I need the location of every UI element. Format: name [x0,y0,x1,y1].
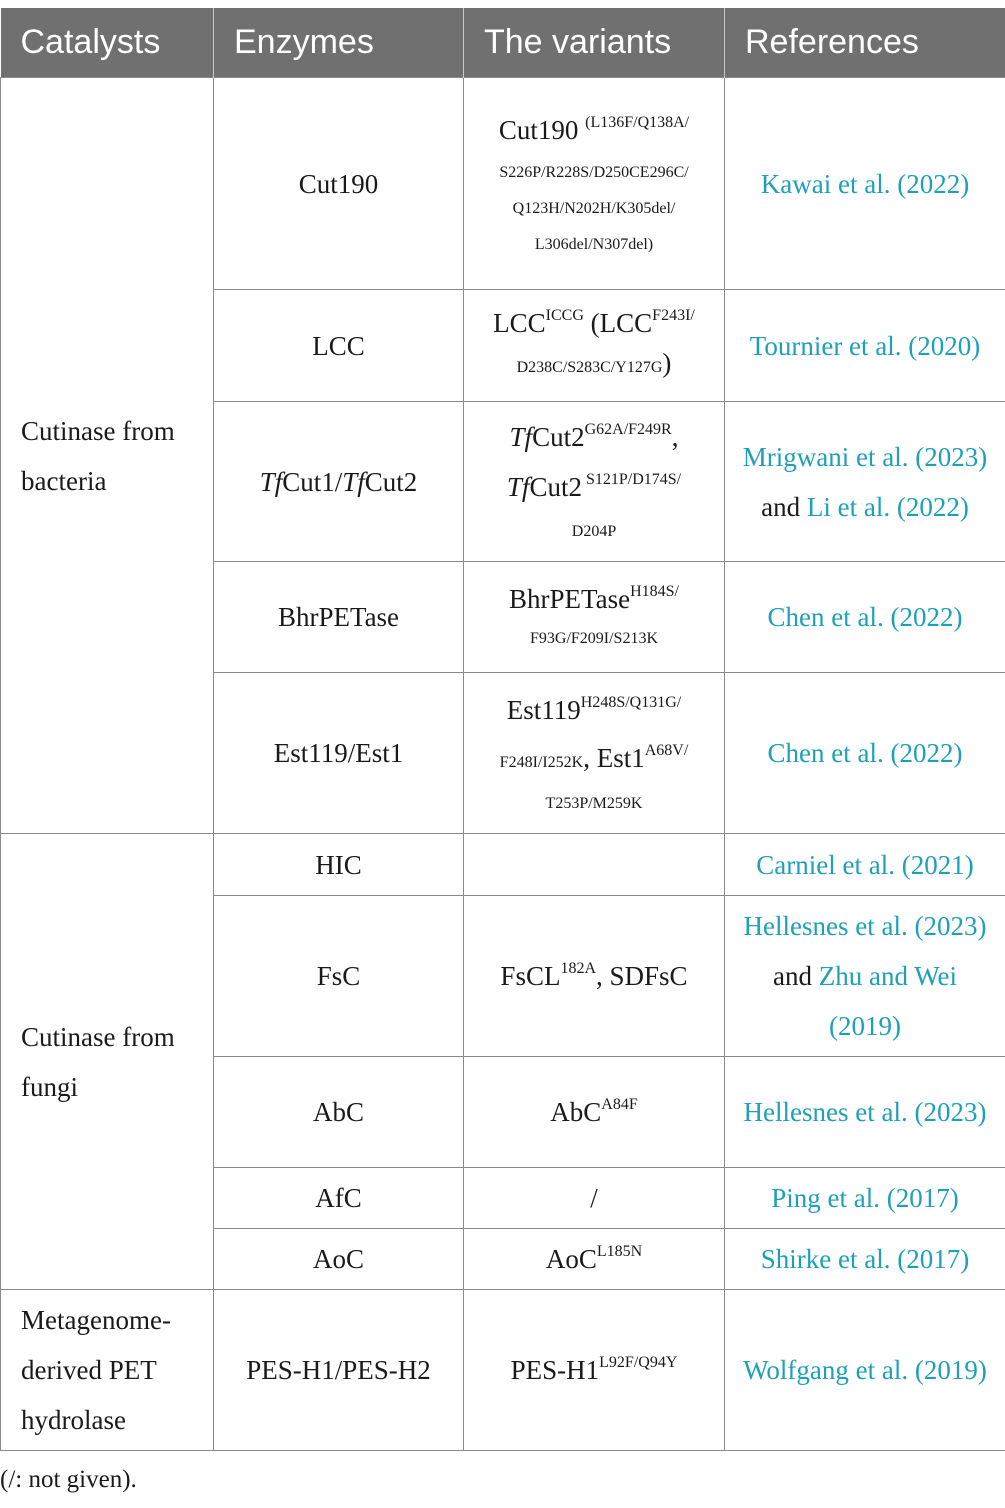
enzyme-italic: Tf [259,466,283,497]
table-row [1,1290,1005,1451]
variant-sup: H248S/Q131G/ [580,693,682,711]
variant-text: (LCC [583,308,653,338]
reference-link[interactable]: Chen et al. (2022) [725,562,1005,673]
table-caption: (/: not given). [0,1466,137,1493]
variant-cell [464,1057,725,1168]
header-enzymes: Enzymes [214,8,464,78]
reference-link[interactable]: Carniel et al. (2021) [725,834,1005,896]
variant-sup: H184S/ [630,583,679,600]
reference-link[interactable]: Ping et al. (2017) [725,1168,1005,1229]
reference-link[interactable]: Li et al. (2022) [806,491,969,522]
enzyme-cell [214,402,464,562]
variant-sup: L185N [596,1243,643,1260]
header-row [1,8,1005,78]
variant-sup: 182A [560,960,597,977]
catalyst-fungi: Cutinase from fungi [1,834,214,1290]
enzyme-cell: Cut190 [214,78,464,290]
header-references: References [725,8,1005,78]
variant-line: L306del/N307del) [534,235,654,253]
variant-sup: A84F [601,1096,638,1113]
reference-link[interactable]: Tournier et al. (2020) [725,290,1005,402]
variant-line: F93G/F209I/S213K [529,630,659,647]
variant-cell [464,896,725,1057]
variant-cell [464,78,725,290]
variant-base: LCC [493,308,546,338]
header-catalysts: Catalysts [1,8,214,78]
variant-base: Est119 [506,694,581,725]
reference-cell [725,896,1005,1057]
variant-cell [464,673,725,834]
variant-cell: / [464,1168,725,1229]
enzyme-cell: AoC [214,1229,464,1290]
enzyme-cell: AbC [214,1057,464,1168]
variant-base: Cut2 [532,421,585,452]
variant-cell [464,402,725,562]
variant-sup: G62A/F249R [584,420,672,438]
variant-base: FsCL [500,961,561,991]
variant-sup: L92F/Q94Y [599,1354,678,1371]
variant-sup: S121P/D174S/ [581,470,682,488]
variant-sup: (L136F/Q138A/ [585,113,690,131]
enzyme-cell: PES-H1/PES-H2 [214,1290,464,1451]
variant-line: D204P [571,522,617,540]
variant-sup: F243I/ [652,307,695,324]
reference-link[interactable]: Shirke et al. (2017) [725,1229,1005,1290]
variant-line: D238C/S283C/Y127G [516,359,663,376]
enzyme-cell: HIC [214,834,464,896]
reference-link[interactable]: Wolfgang et al. (2019) [725,1290,1005,1451]
variant-text: , Est1 [583,742,645,773]
enzyme-text: Cut2 [364,466,418,497]
reference-link[interactable]: Kawai et al. (2022) [725,78,1005,290]
variant-text: , [671,421,679,452]
enzyme-cell: LCC [214,290,464,402]
reference-cell [725,402,1005,562]
header-variants: The variants [464,8,725,78]
variant-base: PES-H1 [510,1355,600,1385]
variant-base: Cut2 [529,471,582,502]
variant-base: Cut190 [498,114,579,145]
variant-line: F248I/I252K [499,753,584,771]
enzyme-table [0,8,1005,1451]
variant-base: BhrPETase [509,584,631,614]
variant-cell [464,1290,725,1451]
variant-cell [464,290,725,402]
reference-link[interactable]: Hellesnes et al. (2023) [725,1057,1005,1168]
catalyst-bacteria: Cutinase from bacteria [1,78,214,834]
reference-and: and [761,491,801,522]
variant-line: Q123H/N202H/K305del/ [512,199,676,217]
enzyme-cell: BhrPETase [214,562,464,673]
variant-cell [464,1229,725,1290]
variant-line: T253P/M259K [545,794,643,812]
variant-sup: ICCG [545,307,584,324]
enzyme-text: Cut1/ [282,466,343,497]
reference-link[interactable]: Mrigwani et al. (2023) [742,441,988,472]
variant-italic: Tf [506,471,530,502]
reference-link[interactable]: Zhu and Wei (2019) [818,961,958,1041]
variant-sup: A68V/ [644,741,689,759]
reference-link[interactable]: Chen et al. (2022) [725,673,1005,834]
variant-cell [464,562,725,673]
variant-text: , SDFsC [596,961,688,991]
enzyme-cell: FsC [214,896,464,1057]
reference-link[interactable]: Hellesnes et al. (2023) [743,911,987,941]
variant-base: AbC [550,1097,602,1127]
variant-line: S226P/R228S/D250CE296C/ [499,163,689,181]
enzyme-cell: Est119/Est1 [214,673,464,834]
enzyme-cell: AfC [214,1168,464,1229]
table-row [1,78,1005,290]
table-row [1,834,1005,896]
variant-base: AoC [545,1244,597,1274]
enzyme-italic: Tf [342,466,365,497]
variant-text: ) [662,348,672,378]
catalyst-metagenome: Metagenome-derived PET hydrolase [1,1290,214,1451]
variant-italic: Tf [509,421,533,452]
variant-cell [464,834,725,896]
reference-and: and [772,961,812,991]
